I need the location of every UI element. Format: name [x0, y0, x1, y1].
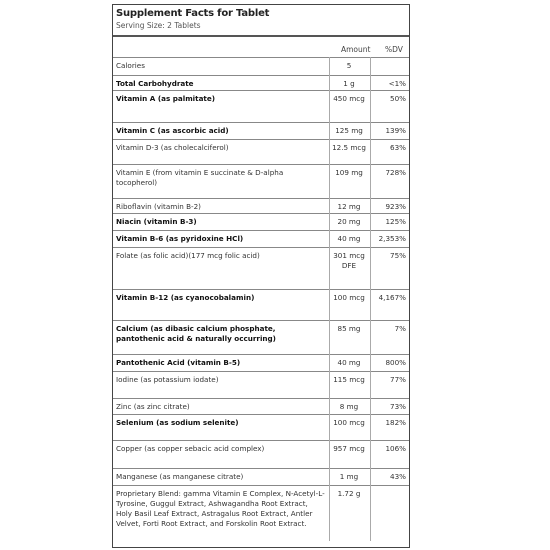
column-divider: [370, 90, 371, 122]
column-divider: [370, 75, 371, 90]
nutrient-dv: 75%: [390, 251, 406, 260]
column-divider: [370, 247, 371, 289]
nutrient-amount: 40 mg: [337, 234, 361, 243]
column-divider: [370, 164, 371, 198]
nutrient-name: Vitamin E (from vitamin E succinate & D-alpha tocopherol): [116, 168, 284, 187]
column-divider: [329, 90, 330, 122]
nutrient-dv: 800%: [385, 358, 406, 367]
column-divider: [370, 468, 371, 485]
nutrient-dv: 7%: [394, 324, 406, 333]
nutrient-amount: 301 mcg DFE: [333, 251, 365, 270]
nutrient-dv: 77%: [390, 375, 406, 384]
column-divider: [329, 122, 330, 139]
column-divider: [329, 139, 330, 164]
header-divider: [113, 35, 409, 37]
column-divider: [329, 164, 330, 198]
nutrient-amount: 115 mcg: [333, 375, 365, 384]
nutrient-dv: 182%: [385, 418, 406, 427]
nutrient-name: Pantothenic Acid (vitamin B-5): [116, 358, 241, 367]
nutrient-row: [113, 139, 409, 165]
column-divider: [370, 57, 371, 75]
nutrient-row: [113, 320, 409, 355]
nutrient-row: [113, 164, 409, 199]
nutrient-row: [113, 289, 409, 321]
nutrient-row: [113, 414, 409, 441]
nutrient-dv: 4,167%: [378, 293, 406, 302]
column-divider: [370, 289, 371, 320]
column-divider: [370, 198, 371, 213]
column-divider: [329, 485, 330, 541]
nutrient-name: Vitamin C (as ascorbic acid): [116, 126, 229, 135]
column-divider: [329, 414, 330, 440]
nutrient-dv: 73%: [390, 402, 406, 411]
nutrient-name: Total Carbohydrate: [116, 79, 194, 88]
column-divider: [329, 440, 330, 468]
nutrient-name: Iodine (as potassium iodate): [116, 375, 219, 384]
nutrient-dv: 139%: [385, 126, 406, 135]
nutrient-amount: 12 mg: [337, 202, 361, 211]
nutrient-row: [113, 213, 409, 231]
column-divider: [329, 213, 330, 230]
panel-title: Supplement Facts for Tablet: [116, 8, 270, 19]
nutrient-row: [113, 485, 409, 542]
nutrient-row: [113, 122, 409, 140]
amount-header: Amount: [341, 45, 371, 54]
nutrient-amount: 8 mg: [339, 402, 359, 411]
nutrient-name: Zinc (as zinc citrate): [116, 402, 190, 411]
column-divider: [329, 198, 330, 213]
column-divider: [329, 230, 330, 247]
column-divider: [329, 398, 330, 414]
nutrient-dv: 106%: [385, 444, 406, 453]
column-divider: [370, 122, 371, 139]
column-divider: [370, 398, 371, 414]
nutrient-row: [113, 440, 409, 469]
nutrient-amount: 100 mcg: [333, 418, 365, 427]
nutrient-amount: 12.5 mcg: [332, 143, 366, 152]
nutrient-amount: 85 mg: [337, 324, 361, 333]
column-divider: [370, 213, 371, 230]
dv-header: %DV: [385, 45, 403, 54]
column-divider: [329, 354, 330, 371]
nutrient-name: Copper (as copper sebacic acid complex): [116, 444, 265, 453]
nutrient-name: Vitamin B-6 (as pyridoxine HCl): [116, 234, 244, 243]
serving-size: Serving Size: 2 Tablets: [116, 21, 201, 30]
column-divider: [329, 289, 330, 320]
nutrient-name: Manganese (as manganese citrate): [116, 472, 244, 481]
column-divider: [329, 468, 330, 485]
nutrient-name: Vitamin A (as palmitate): [116, 94, 216, 103]
nutrient-row: [113, 75, 409, 91]
nutrient-amount: 125 mg: [335, 126, 363, 135]
nutrient-amount: 1.72 g: [337, 489, 361, 498]
nutrient-amount: 109 mg: [335, 168, 363, 177]
nutrient-amount: 40 mg: [337, 358, 361, 367]
nutrient-row: [113, 247, 409, 290]
nutrient-name: Niacin (vitamin B-3): [116, 217, 197, 226]
column-divider: [329, 57, 330, 75]
nutrient-name: Vitamin B-12 (as cyanocobalamin): [116, 293, 255, 302]
nutrient-row: [113, 230, 409, 248]
nutrient-dv: 63%: [390, 143, 406, 152]
nutrient-row: [113, 371, 409, 399]
column-divider: [370, 354, 371, 371]
column-divider: [370, 414, 371, 440]
nutrient-dv: 2,353%: [378, 234, 406, 243]
nutrient-dv: <1%: [388, 79, 406, 88]
nutrient-dv: 125%: [385, 217, 406, 226]
nutrient-row: [113, 90, 409, 123]
column-divider: [329, 75, 330, 90]
column-divider: [370, 440, 371, 468]
nutrient-amount: 1 g: [343, 79, 355, 88]
nutrient-row: [113, 398, 409, 415]
nutrient-name: Calories: [116, 61, 145, 70]
nutrient-amount: 100 mcg: [333, 293, 365, 302]
nutrient-dv: 728%: [385, 168, 406, 177]
nutrient-row: [113, 468, 409, 486]
nutrient-amount: 20 mg: [337, 217, 361, 226]
supplement-facts-panel: [112, 4, 410, 548]
nutrient-dv: 43%: [390, 472, 406, 481]
column-divider: [329, 371, 330, 398]
column-divider: [370, 371, 371, 398]
nutrient-name: Calcium (as dibasic calcium phosphate, pantothenic acid & naturally occurring): [116, 324, 276, 343]
column-divider: [370, 139, 371, 164]
nutrient-dv: 923%: [385, 202, 406, 211]
column-divider: [329, 247, 330, 289]
nutrient-row: [113, 198, 409, 214]
nutrient-amount: 957 mcg: [333, 444, 365, 453]
nutrient-row: [113, 354, 409, 372]
nutrient-amount: 450 mcg: [333, 94, 365, 103]
nutrient-dv: 50%: [390, 94, 406, 103]
nutrient-amount: 5: [346, 61, 352, 70]
column-divider: [370, 230, 371, 247]
nutrient-name: Folate (as folic acid)(177 mcg folic acid): [116, 251, 260, 260]
column-divider: [370, 485, 371, 541]
nutrient-name: Proprietary Blend: gamma Vitamin E Complex, N-Acetyl-L-Tyrosine, Guggul Extract, Ashwagandha Root Extract, Holy Basil Leaf Extract, Astragalus Root Extract, Antler Velvet, Forti Root Extract, and Forskolin Root Extract.: [116, 489, 325, 528]
column-divider: [370, 320, 371, 354]
nutrient-row: [113, 57, 409, 76]
nutrient-name: Vitamin D-3 (as cholecalciferol): [116, 143, 229, 152]
nutrient-name: Selenium (as sodium selenite): [116, 418, 239, 427]
nutrient-amount: 1 mg: [339, 472, 359, 481]
nutrient-name: Riboflavin (vitamin B-2): [116, 202, 201, 211]
column-divider: [329, 320, 330, 354]
